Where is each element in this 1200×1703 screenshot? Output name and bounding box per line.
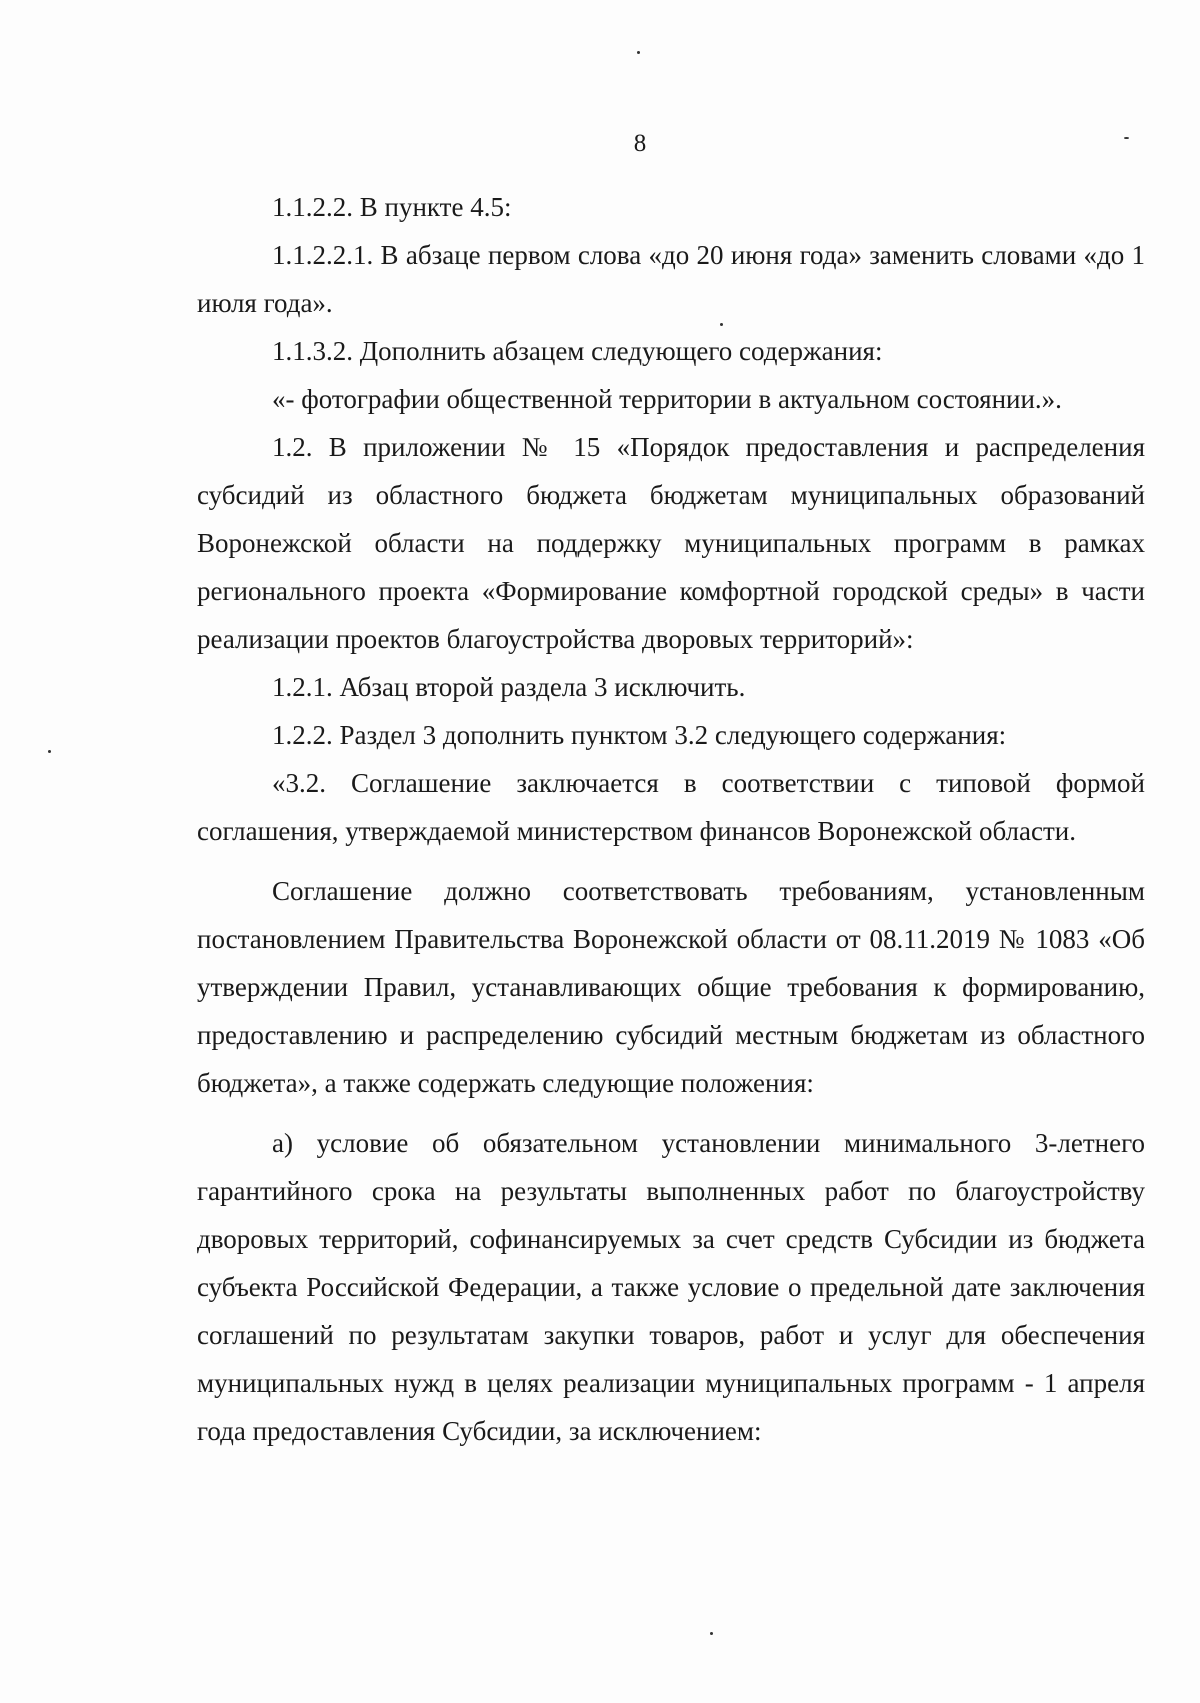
paragraph-1-2: 1.2. В приложении № 15 «Порядок предоставления и распределения субсидий из областного бюджета бюджетам муниципальных образований Воронежской области на поддержку муниципальных программ в рамках регионального проекта «Формирование комфортной городской среды» в части реализации проектов благоустройства дворовых территорий»: bbox=[197, 432, 1145, 654]
paragraph-1-2-1: 1.2.1. Абзац второй раздела 3 исключить. bbox=[272, 672, 746, 702]
scan-speck bbox=[637, 51, 640, 54]
scan-speck bbox=[710, 1632, 713, 1635]
paragraph-quote-photos: «- фотографии общественной территории в актуальном состоянии.». bbox=[272, 384, 1062, 414]
paragraph-1-1-2-2-1: 1.1.2.2.1. В абзаце первом слова «до 20 июня года» заменить словами «до 1 июля года». bbox=[197, 240, 1145, 318]
paragraph-1-2-2: 1.2.2. Раздел 3 дополнить пунктом 3.2 следующего содержания: bbox=[272, 720, 1007, 750]
scan-speck bbox=[720, 323, 723, 326]
paragraph-item-a: а) условие об обязательном установлении минимального 3-летнего гарантийного срока на результаты выполненных работ по благоустройству дворовых территорий, софинансируемых за счет средств Субсидии из бюджета субъекта Российской Федерации, а также условие о предельной дате заключения соглашений по результатам закупки товаров, работ и услуг для обеспечения муниципальных нужд в целях реализации муниципальных программ - 1 апреля года предоставления Субсидии, за исключением: bbox=[197, 1128, 1145, 1446]
document-body bbox=[197, 183, 1145, 1455]
paragraph-1-1-3-2: 1.1.3.2. Дополнить абзацем следующего содержания: bbox=[272, 336, 883, 366]
paragraph-3-2: «3.2. Соглашение заключается в соответствии с типовой формой соглашения, утверждаемой министерством финансов Воронежской области. bbox=[197, 768, 1145, 846]
scan-speck bbox=[1124, 137, 1129, 139]
paragraph-1-1-2-2: 1.1.2.2. В пункте 4.5: bbox=[272, 192, 512, 222]
paragraph-agreement-requirements: Соглашение должно соответствовать требованиям, установленным постановлением Правительства Воронежской области от 08.11.2019 № 1083 «Об утверждении Правил, устанавливающих общие требования к формированию, предоставлению и распределению субсидий местным бюджетам из областного бюджета», а также содержать следующие положения: bbox=[197, 876, 1145, 1098]
page-number: 8 bbox=[633, 130, 647, 157]
scan-speck bbox=[48, 750, 51, 753]
